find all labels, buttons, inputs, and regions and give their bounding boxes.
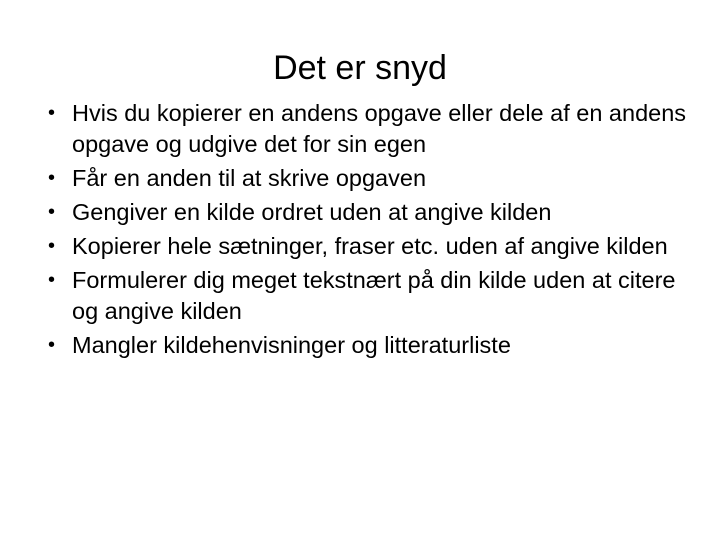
list-item-text: Kopierer hele sætninger, fraser etc. uden af angive kilden bbox=[72, 233, 668, 259]
bullet-icon: • bbox=[48, 201, 56, 223]
list-item-text: Mangler kildehenvisninger og litteraturliste bbox=[72, 332, 511, 358]
bullet-icon: • bbox=[48, 102, 56, 124]
list-item-text: Formulerer dig meget tekstnært på din kilde uden at citere og angive kilden bbox=[72, 267, 676, 324]
list-item-text: Gengiver en kilde ordret uden at angive kilden bbox=[72, 199, 552, 225]
list-item bbox=[48, 330, 698, 361]
list-item bbox=[48, 98, 698, 160]
list-item bbox=[48, 265, 698, 327]
bullet-icon: • bbox=[48, 269, 56, 291]
list-item bbox=[48, 231, 698, 262]
list-item bbox=[48, 163, 698, 194]
bullet-list bbox=[48, 98, 698, 364]
bullet-icon: • bbox=[48, 235, 56, 257]
list-item-text: Hvis du kopierer en andens opgave eller dele af en andens opgave og udgive det for sin egen bbox=[72, 100, 687, 157]
list-item-text: Får en anden til at skrive opgaven bbox=[72, 165, 427, 191]
list-item bbox=[48, 197, 698, 228]
bullet-icon: • bbox=[48, 167, 56, 189]
slide-title: Det er snyd bbox=[273, 49, 447, 87]
bullet-icon: • bbox=[48, 334, 56, 356]
